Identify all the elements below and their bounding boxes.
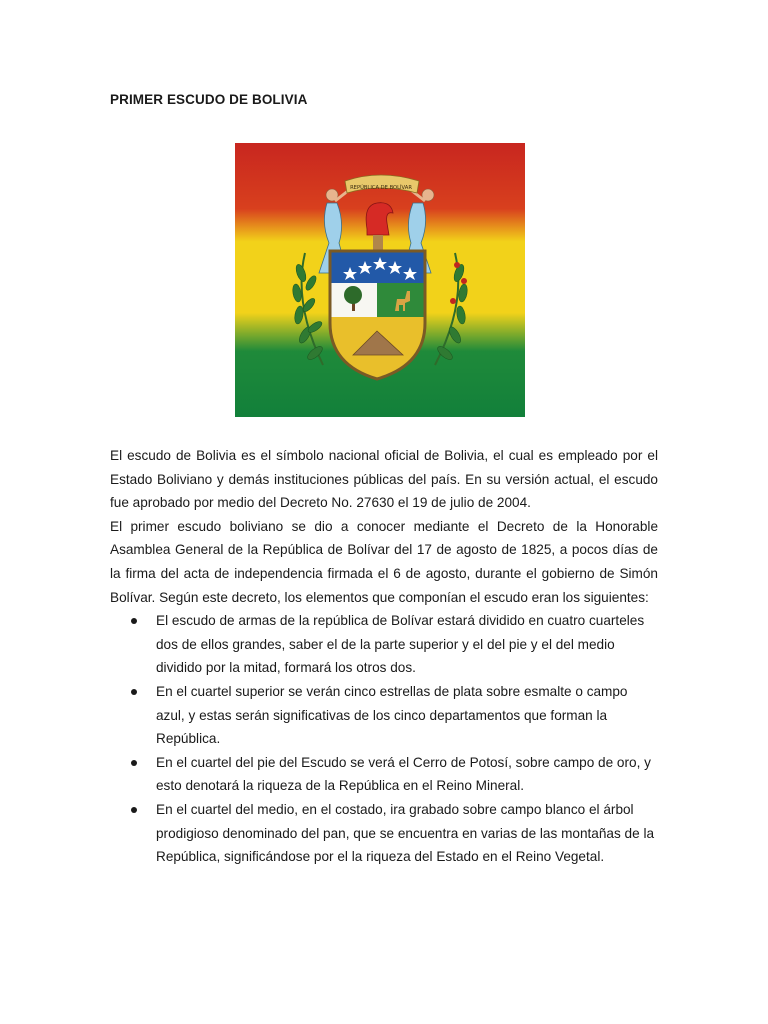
bullet-icon	[131, 760, 137, 766]
document-body	[110, 444, 658, 869]
ribbon-text: REPÚBLICA DE BOLÍVAR	[350, 185, 412, 191]
list-item: En el cuartel del medio, en el costado, ira grabado sobre campo blanco el árbol prodigioso denominado del pan, que se encuentra en varias de las montañas de la República, significándose por el la riqueza del Estado en el Reino Vegetal.	[110, 798, 658, 869]
list-item: En el cuartel del pie del Escudo se verá el Cerro de Potosí, sobre campo de oro, y esto denotará la riqueza de la República en el Reino Mineral.	[110, 751, 658, 798]
list-item: El escudo de armas de la república de Bolívar estará dividido en cuatro cuarteles dos de ellos grandes, saber el de la parte superior y el del pie y el del medio dividido por la mitad, formará los otros dos.	[110, 609, 658, 680]
bullet-list	[110, 609, 658, 869]
coat-of-arms-image	[235, 143, 525, 417]
paragraph-2: El primer escudo boliviano se dio a conocer mediante el Decreto de la Honorable Asamblea General de la República de Bolívar del 17 de agosto de 1825, a pocos días de la firma del acta de independencia firmada el 6 de agosto, durante el gobierno de Simón Bolívar. Según este decreto, los elementos que componían el escudo eran los siguientes:	[110, 518, 658, 605]
bullet-icon	[131, 807, 137, 813]
list-item: En el cuartel superior se verán cinco estrellas de plata sobre esmalte o campo azul, y estas serán significativas de los cinco departamentos que forman la República.	[110, 680, 658, 751]
document-title: PRIMER ESCUDO DE BOLIVIA	[110, 92, 308, 107]
bullet-icon	[131, 618, 137, 624]
paragraph-1: El escudo de Bolivia es el símbolo nacional oficial de Bolivia, el cual es empleado por el Estado Boliviano y demás instituciones públicas del país. En su versión actual, el escudo fue aprobado por medio del Decreto No. 27630 el 19 de julio de 2004.	[110, 448, 658, 511]
bullet-icon	[131, 689, 137, 695]
